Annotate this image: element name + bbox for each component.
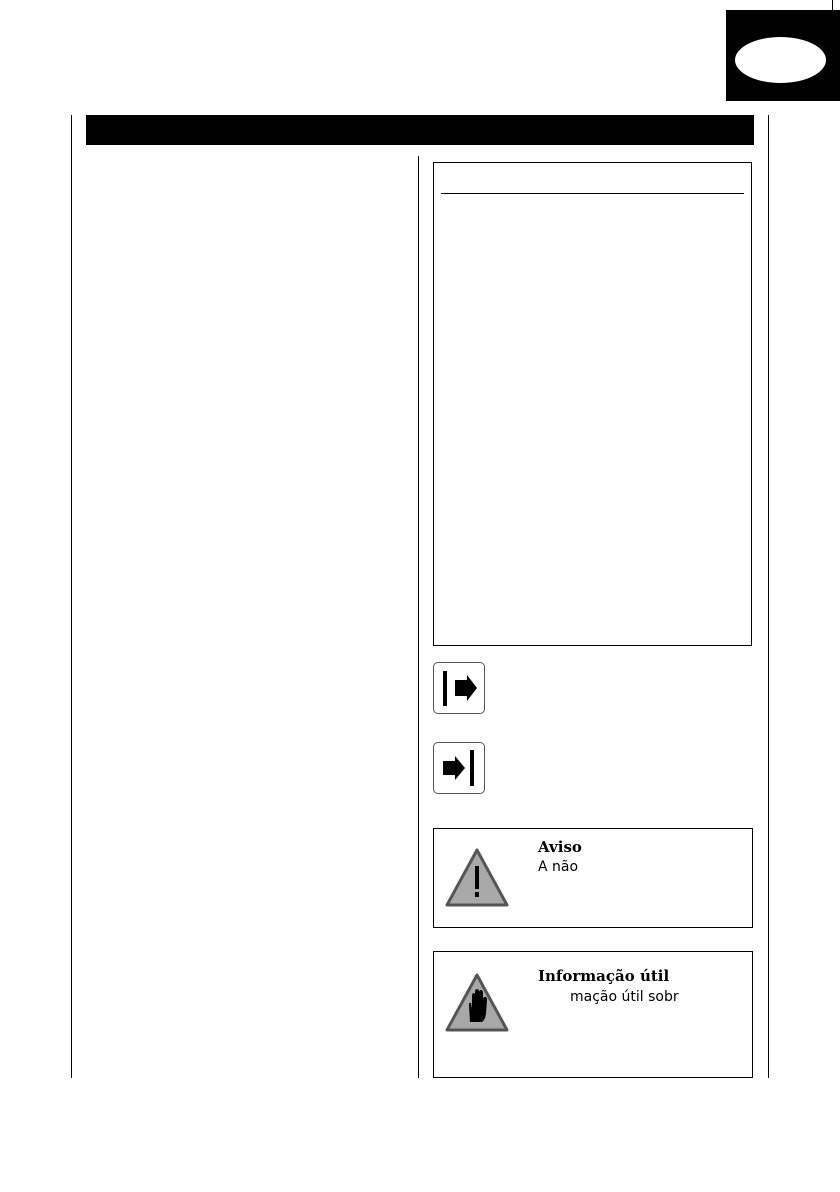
info-box-rule <box>441 193 744 194</box>
tip-notice <box>433 951 753 1078</box>
warning-text: A não <box>538 859 579 875</box>
skip-end-icon <box>433 742 485 794</box>
language-tab-oval <box>735 37 826 83</box>
next-track-icon <box>433 662 485 714</box>
section-header-bar <box>86 115 754 145</box>
left-margin-rule <box>71 115 72 1078</box>
column-divider-rule <box>418 156 419 1078</box>
warning-triangle-icon <box>444 847 510 913</box>
info-box <box>433 162 752 646</box>
warning-notice <box>433 828 753 928</box>
warning-title: Aviso <box>538 838 582 856</box>
tip-title: Informação útil <box>538 967 670 985</box>
stop-hand-icon <box>444 972 510 1038</box>
right-margin-rule <box>768 115 769 1078</box>
tip-text: mação útil sobr <box>570 989 679 1005</box>
